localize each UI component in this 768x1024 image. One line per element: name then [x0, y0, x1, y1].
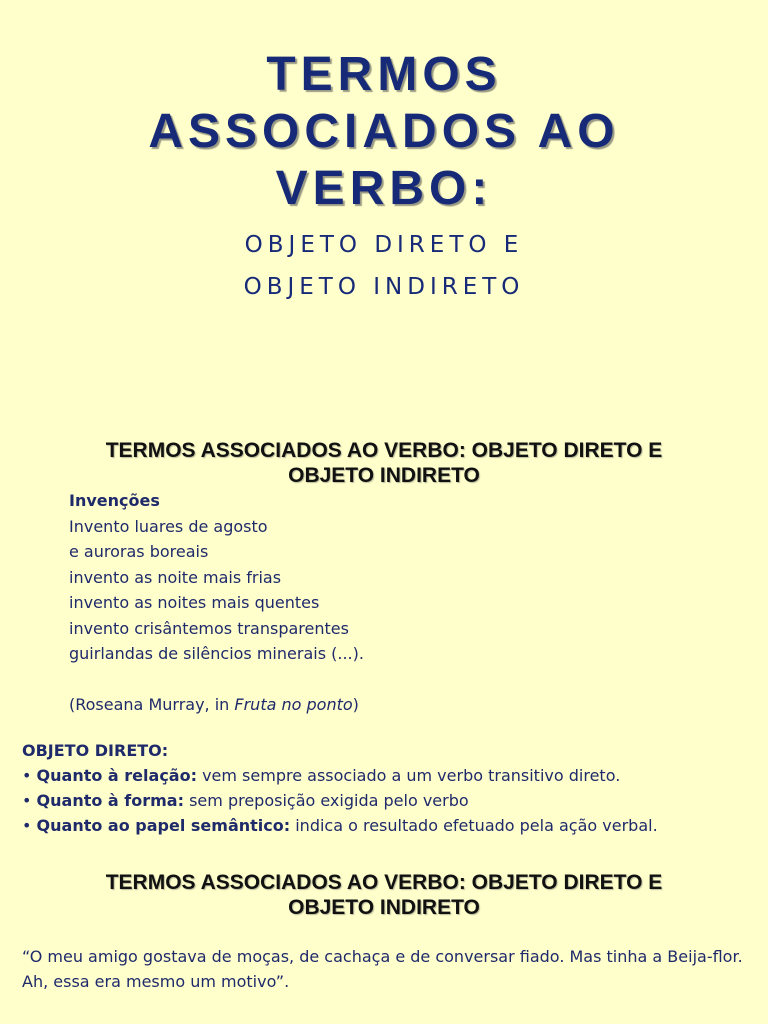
- main-title: [0, 46, 768, 217]
- main-title-line: ASSOCIADOS AO: [148, 105, 620, 158]
- credit-work: Fruta no ponto: [234, 695, 353, 714]
- section-heading: TERMOS ASSOCIADOS AO VERBO: OBJETO DIRETO E OBJETO INDIRETO: [105, 871, 663, 919]
- objeto-direto-block: [22, 738, 658, 838]
- bullet-item: • Quanto ao papel semântico: indica o resultado efetuado pela ação verbal.: [22, 816, 658, 835]
- poem-credit: [69, 692, 364, 718]
- subtitle-line: OBJETO DIRETO E: [244, 232, 524, 258]
- credit-prefix: (Roseana Murray, in: [69, 695, 235, 714]
- subtitle-line: OBJETO INDIRETO: [243, 274, 525, 300]
- bullet-label: Quanto à relação:: [36, 766, 197, 785]
- poem-line: invento as noites mais quentes: [69, 593, 320, 612]
- poem-line: invento as noite mais frias: [69, 567, 282, 587]
- content-slide: [0, 432, 768, 858]
- spacer: [69, 667, 364, 693]
- bullet-item: • Quanto à forma: sem preposição exigida pelo verbo: [22, 791, 469, 810]
- credit-suffix: ): [352, 695, 359, 714]
- quote-text: “O meu amigo gostava de moças, de cachaça e de conversar fiado. Mas tinha a Beija-flor. Ah, essa era mesmo um motivo”.: [22, 947, 743, 991]
- bullet-label: Quanto ao papel semântico:: [36, 816, 291, 835]
- bullet-text: vem sempre associado a um verbo transitivo direto.: [196, 766, 621, 785]
- title-slide: [0, 0, 768, 432]
- bullet-item: • Quanto à relação: vem sempre associado a um verbo transitivo direto.: [22, 766, 621, 785]
- bullet-text: indica o resultado efetuado pela ação verbal.: [290, 816, 658, 835]
- bullet-text: sem preposição exigida pelo verbo: [184, 791, 469, 810]
- objeto-direto-title: OBJETO DIRETO:: [22, 741, 169, 760]
- bullet-label: Quanto à forma:: [36, 791, 184, 810]
- content-slide: [0, 858, 768, 1024]
- poem-line: invento crisântemos transparentes: [69, 618, 349, 638]
- poem-line: guirlandas de silêncios minerais (...).: [69, 644, 364, 663]
- main-title-line: TERMOS: [266, 48, 502, 101]
- poem-line: e auroras boreais: [69, 542, 209, 561]
- main-title-line: VERBO:: [275, 162, 493, 215]
- section-heading: TERMOS ASSOCIADOS AO VERBO: OBJETO DIRETO E OBJETO INDIRETO: [105, 439, 663, 487]
- poem-title: Invenções: [69, 491, 160, 510]
- poem-block: [69, 488, 364, 718]
- poem-line: Invento luares de agosto: [69, 516, 268, 536]
